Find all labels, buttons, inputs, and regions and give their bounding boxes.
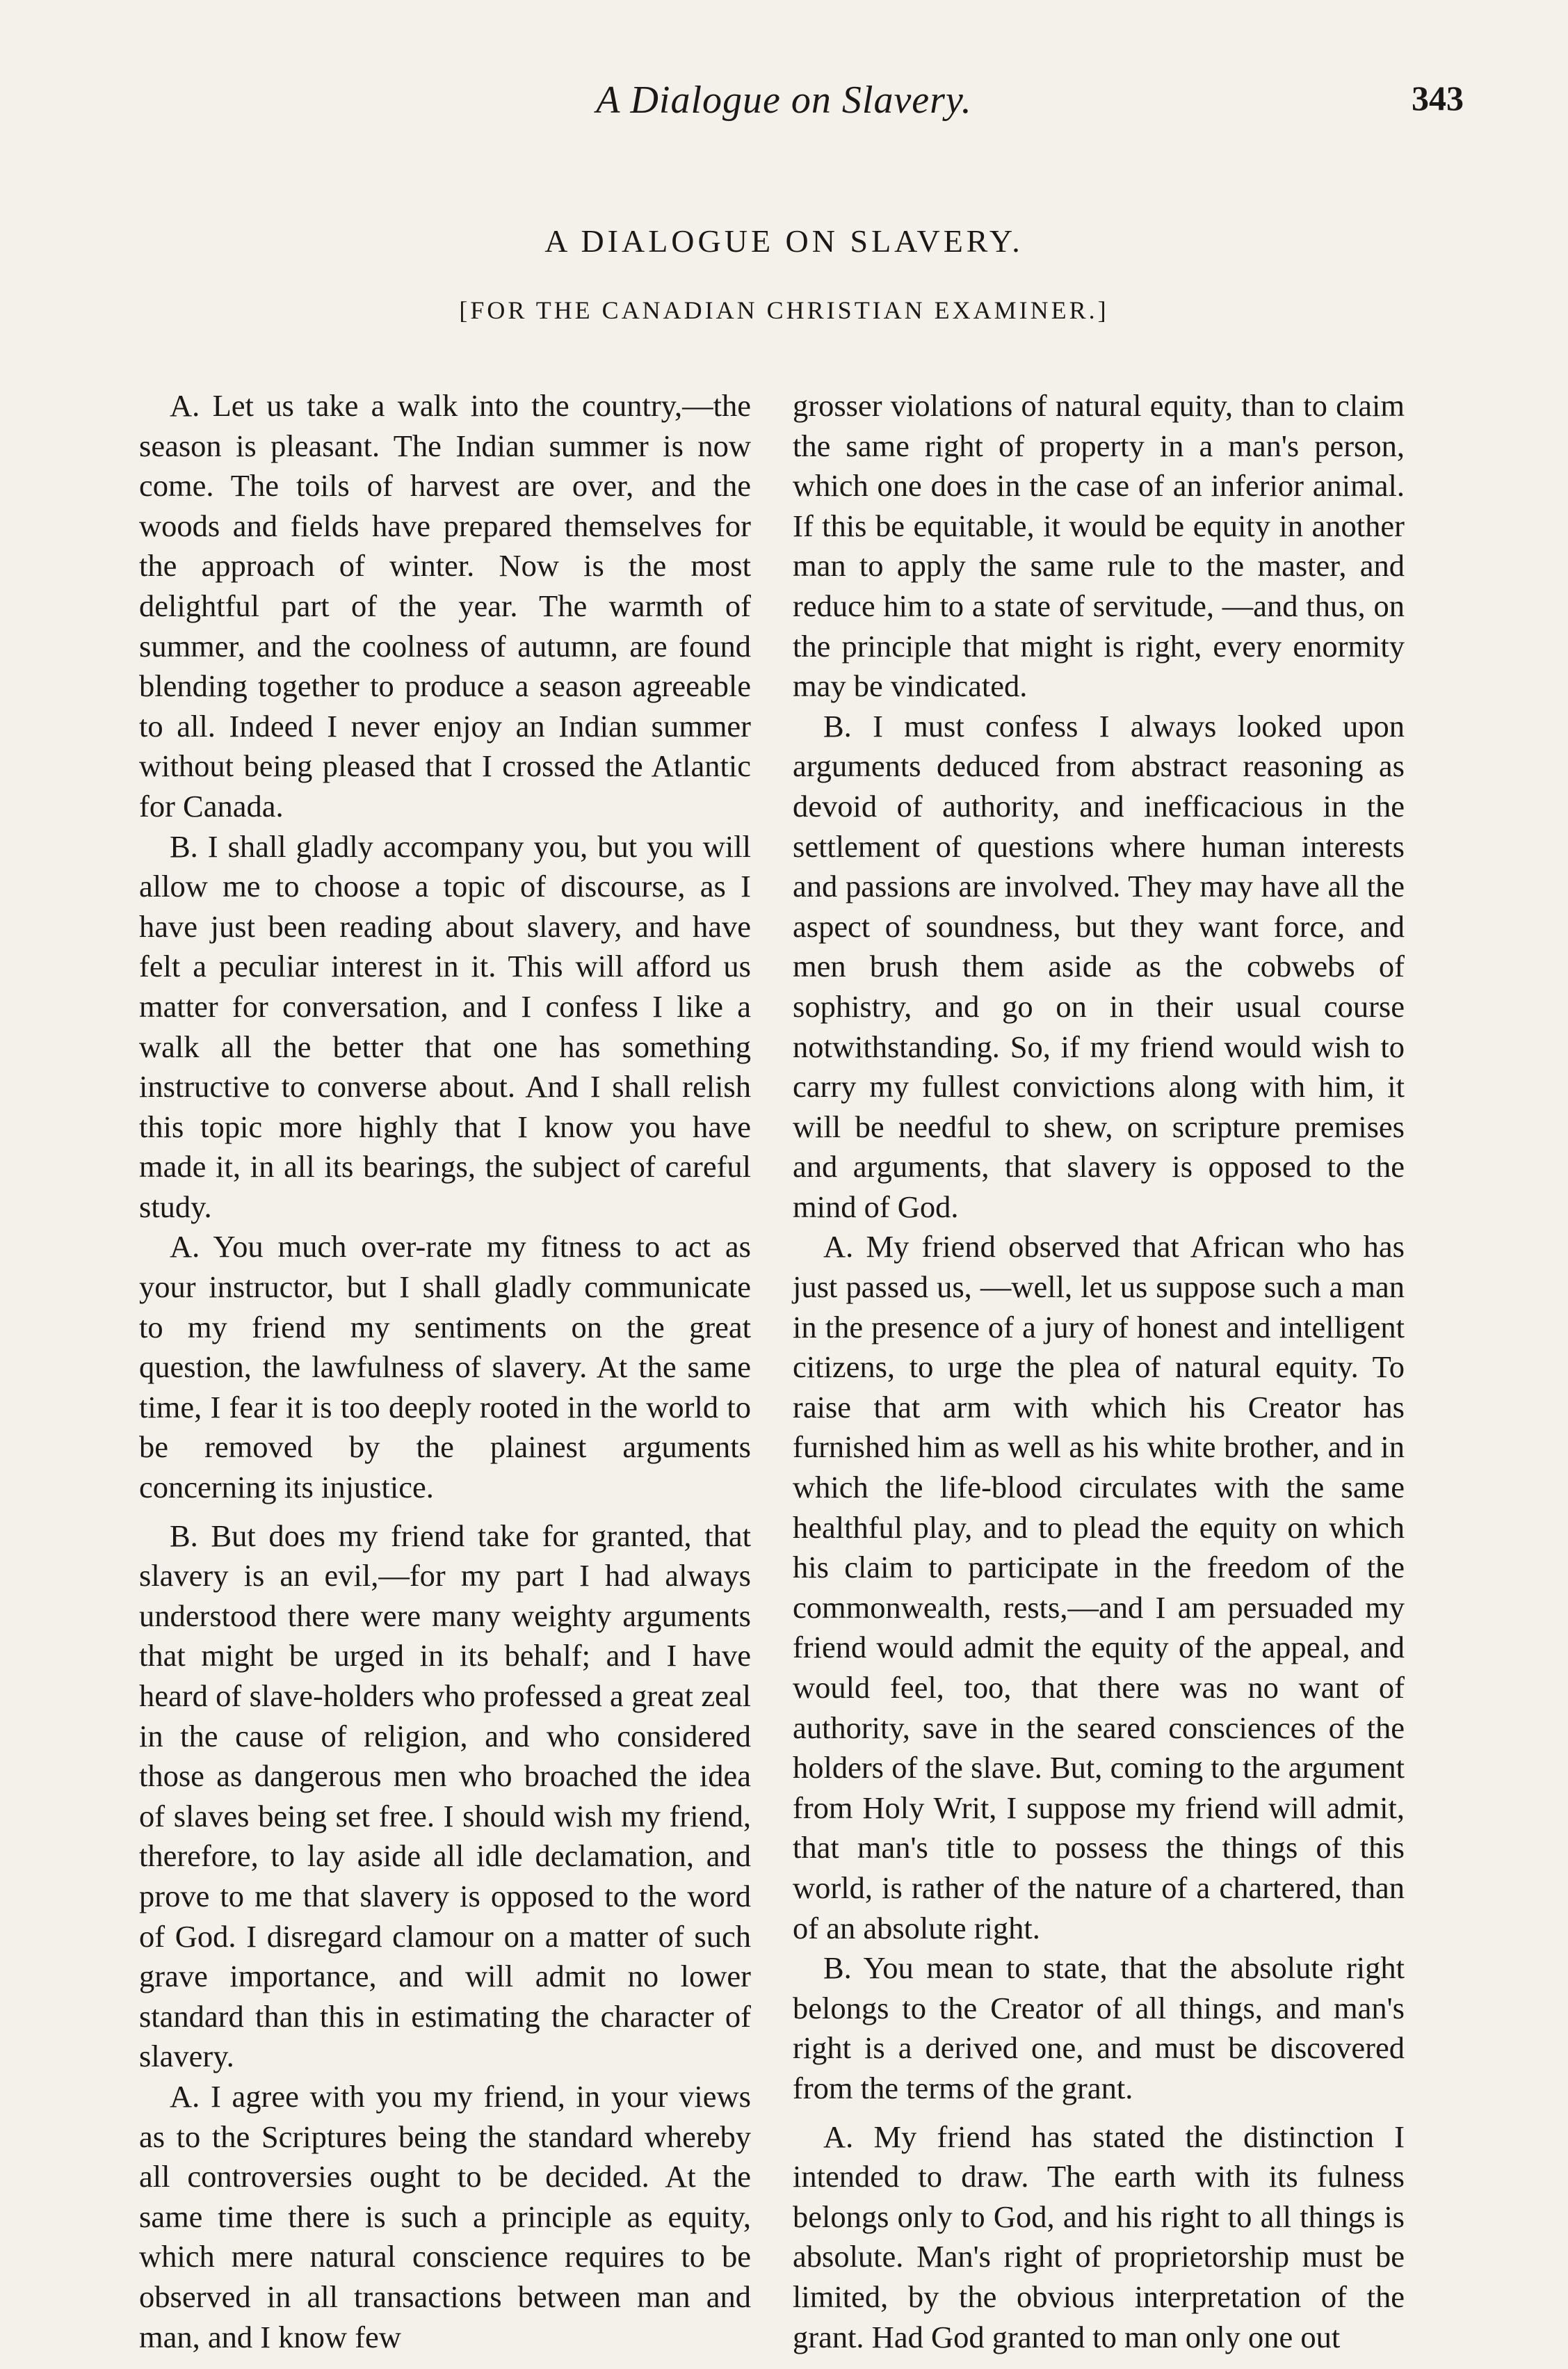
article-title: A DIALOGUE ON SLAVERY. bbox=[544, 223, 1024, 259]
paragraph: A. Let us take a walk into the country,—the season is pleasant. The Indian summer is now come. The toils of harvest are over, and the woods and fields have prepared themselves for the approach of winter. Now is the most delightful part of the year. The warmth of summer, and the coolness of autumn, are found blending together to produce a season agreeable to all. Indeed I never enjoy an Indian summer without being pleased that I crossed the Atlantic for Canada. bbox=[139, 388, 751, 824]
paragraph: A. My friend has stated the distinction I intended to draw. The earth with its fulness belongs only to God, and his right to all things is absolute. Man's right of proprietorship must be limited, by the obvious interpretation of the grant. Had God granted to man only one out bbox=[793, 2119, 1405, 2354]
paragraph: A. My friend observed that African who has just passed us, —well, let us suppose such a man in the presence of a jury of honest and intelligent citizens, to urge the plea of natural equity. To raise that arm with which his Creator has furnished him as well as his white brother, and in which the life-blood circulates with the same healthful play, and to plead the equity on which his claim to participate in the freedom of the commonwealth, rests,—and I am persuaded my friend would admit the equity of the appeal, and would feel, too, that there was no want of authority, save in the seared consciences of the holders of the slave. But, coming to the argument from Holy Writ, I suppose my friend will admit, that man's title to possess the things of this world, is rather of the nature of a chartered, than of an absolute right. bbox=[793, 1229, 1405, 1945]
right-column bbox=[793, 386, 1405, 2357]
paragraph: B. I must confess I always looked upon arguments deduced from abstract reasoning as devoid of authority, and inefficacious in the settlement of questions where human interests and passions are involved. They may have all the aspect of soundness, but they want force, and men brush them aside as the cobwebs of sophistry, and go on in their usual course notwithstanding. So, if my friend would wish to carry my fullest convictions along with him, it will be needful to shew, on scripture premises and arguments, that slavery is opposed to the mind of God. bbox=[793, 708, 1405, 1224]
paragraph: B. I shall gladly accompany you, but you will allow me to choose a topic of discourse, as I have just been reading about slavery, and have felt a peculiar interest in it. This will afford us matter for conversation, and I confess I like a walk all the better that one has something instructive to converse about. And I shall relish this topic more highly that I know you have made it, in all its bearings, the subject of careful study. bbox=[139, 828, 751, 1224]
article-subtitle: [FOR THE CANADIAN CHRISTIAN EXAMINER.] bbox=[459, 296, 1109, 324]
page-number: 343 bbox=[1412, 79, 1464, 118]
paragraph: B. But does my friend take for granted, that slavery is an evil,—for my part I had always understood there were many weighty arguments that might be urged in its behalf; and I have heard of slave-holders who professed a great zeal in the cause of religion, and who considered those as dangerous men who broached the idea of slaves being set free. I should wish my friend, therefore, to lay aside all idle declamation, and prove to me that slavery is opposed to the word of God. I disregard clamour on a matter of such grave importance, and will admit no lower standard than this in estimating the character of slavery. bbox=[139, 1518, 751, 2074]
paragraph-continued: grosser violations of natural equity, than to claim the same right of property in a man's person, which one does in the case of an inferior animal. If this be equitable, it would be equity in another man to apply the same rule to the master, and reduce him to a state of servitude, —and thus, on the principle that might is right, every enormity may be vindicated. bbox=[793, 388, 1405, 704]
paragraph: B. You mean to state, that the absolute right belongs to the Creator of all things, and man's right is a derived one, and must be discovered from the terms of the grant. bbox=[793, 1950, 1405, 2105]
running-title: A Dialogue on Slavery. bbox=[596, 79, 972, 122]
page-header bbox=[104, 78, 1464, 127]
paragraph: A. You much over-rate my fitness to act as your instructor, but I shall gladly communicate to my friend my sentiments on the great question, the lawfulness of slavery. At the same time, I fear it is too deeply rooted in the world to be removed by the plainest arguments concerning its injustice. bbox=[139, 1229, 751, 1505]
left-column bbox=[139, 386, 751, 2357]
paragraph: A. I agree with you my friend, in your views as to the Scriptures being the standard whereby all controversies ought to be decided. At the same time there is such a principle as equity, which mere natural conscience requires to be observed in all transactions between man and man, and I know few bbox=[139, 2078, 751, 2354]
